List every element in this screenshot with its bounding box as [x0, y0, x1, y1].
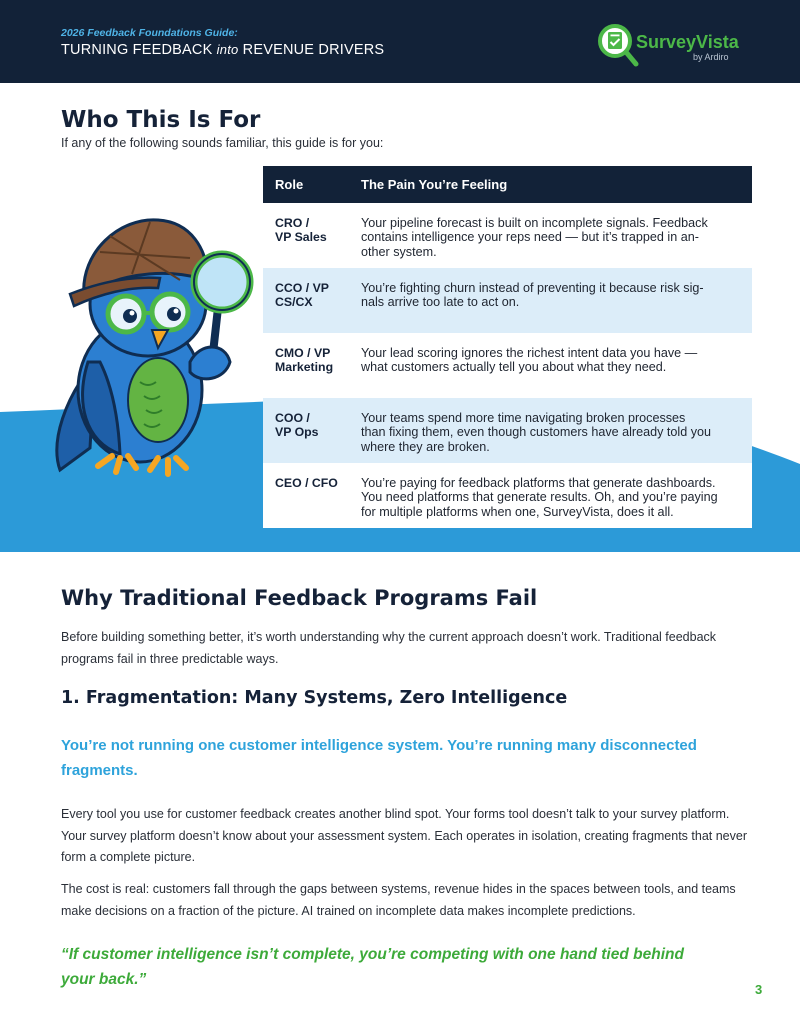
pain-cell — [361, 346, 752, 398]
guide-eyebrow: 2026 Feedback Foundations Guide: — [61, 27, 238, 39]
table-row — [263, 203, 752, 268]
pain-line: for multiple platforms when one, SurveyVista, does it all. — [361, 504, 674, 519]
pain-cell — [361, 216, 752, 268]
body-paragraph: Every tool you use for customer feedback creates another blind spot. Your forms tool doesn’t talk to your survey platform. Your survey platform doesn’t know about your assessment system. Each operates in isolation, creating fragments that never form a complete picture. — [61, 807, 747, 864]
role-cell — [263, 216, 361, 268]
role-line: VP Sales — [275, 230, 327, 245]
page-header — [0, 0, 800, 83]
table-header — [263, 166, 752, 203]
pain-cell — [361, 411, 752, 463]
owl-detective-magnifier-icon — [40, 212, 255, 480]
section-intro-why: Before building something better, it’s worth understanding why the current approach doesn’t work. Traditional feedback programs fail in three predictable ways. — [61, 630, 717, 666]
role-line: VP Ops — [275, 425, 319, 440]
section-title-why: Why Traditional Feedback Programs Fail — [61, 586, 538, 610]
role-line: CS/CX — [275, 295, 313, 310]
pain-line: You need platforms that generate results. Oh, and you’re paying — [361, 490, 718, 505]
role-line: CEO / CFO — [275, 476, 338, 490]
table-row — [263, 463, 752, 528]
guide-title-part1: TURNING FEEDBACK — [61, 42, 217, 58]
body-paragraph: The cost is real: customers fall through the gaps between systems, revenue hides in the spaces between tools, and teams make decisions on a fraction of the picture. AI trained on incomplete data makes incomplete predictions. — [61, 882, 736, 918]
guide-title-part2: REVENUE DRIVERS — [238, 42, 385, 58]
pain-line: other system. — [361, 244, 437, 259]
logo-wordmark: SurveyVista — [636, 32, 739, 52]
table-header-pain: The Pain You’re Feeling — [361, 177, 508, 192]
pain-line: You’re paying for feedback platforms that generate dashboards. — [361, 476, 716, 490]
table-row — [263, 333, 752, 398]
roles-pain-table — [263, 166, 752, 528]
pain-line: contains intelligence your reps need — but it’s trapped in an- — [361, 230, 699, 245]
page-number: 3 — [755, 982, 763, 997]
pain-line: Your teams spend more time navigating broken processes — [361, 411, 686, 425]
pain-cell — [361, 476, 752, 528]
role-line: Marketing — [275, 360, 334, 375]
pain-line: what customers actually tell you about what they need. — [361, 360, 667, 375]
role-line: CCO / VP — [275, 281, 329, 295]
table-header-role: Role — [275, 177, 304, 192]
pain-line: where they are broken. — [361, 439, 490, 454]
pain-cell — [361, 281, 752, 333]
pain-line: nals arrive too late to act on. — [361, 295, 520, 310]
table-row — [263, 398, 752, 463]
role-cell — [263, 411, 361, 463]
pain-line: You’re fighting churn instead of preventing it because risk sig- — [361, 281, 704, 295]
role-cell — [263, 476, 361, 528]
role-line: CMO / VP — [275, 346, 331, 360]
role-cell — [263, 346, 361, 398]
role-cell — [263, 281, 361, 333]
subsection-title-fragmentation: 1. Fragmentation: Many Systems, Zero Intelligence — [61, 688, 568, 708]
guide-title — [61, 42, 384, 58]
lead-statement: You’re not running one customer intelligence system. You’re running many disconnected fragments. — [61, 737, 697, 779]
section-intro-who: If any of the following sounds familiar, this guide is for you: — [61, 136, 384, 150]
role-line: CRO / — [275, 216, 310, 230]
pain-line: than fixing them, even though customers have already told you — [361, 425, 712, 440]
logo-byline: by Ardiro — [693, 52, 729, 62]
table-row — [263, 268, 752, 333]
guide-title-italic: into — [216, 42, 239, 57]
pull-quote: “If customer intelligence isn’t complete, you’re competing with one hand tied behind your back.” — [61, 946, 684, 988]
surveyvista-logo — [596, 22, 746, 70]
pain-line: Your pipeline forecast is built on incomplete signals. Feedback — [361, 216, 708, 230]
section-title-who: Who This Is For — [61, 107, 261, 133]
role-line: COO / — [275, 411, 310, 425]
pain-line: Your lead scoring ignores the richest intent data you have — — [361, 346, 698, 360]
